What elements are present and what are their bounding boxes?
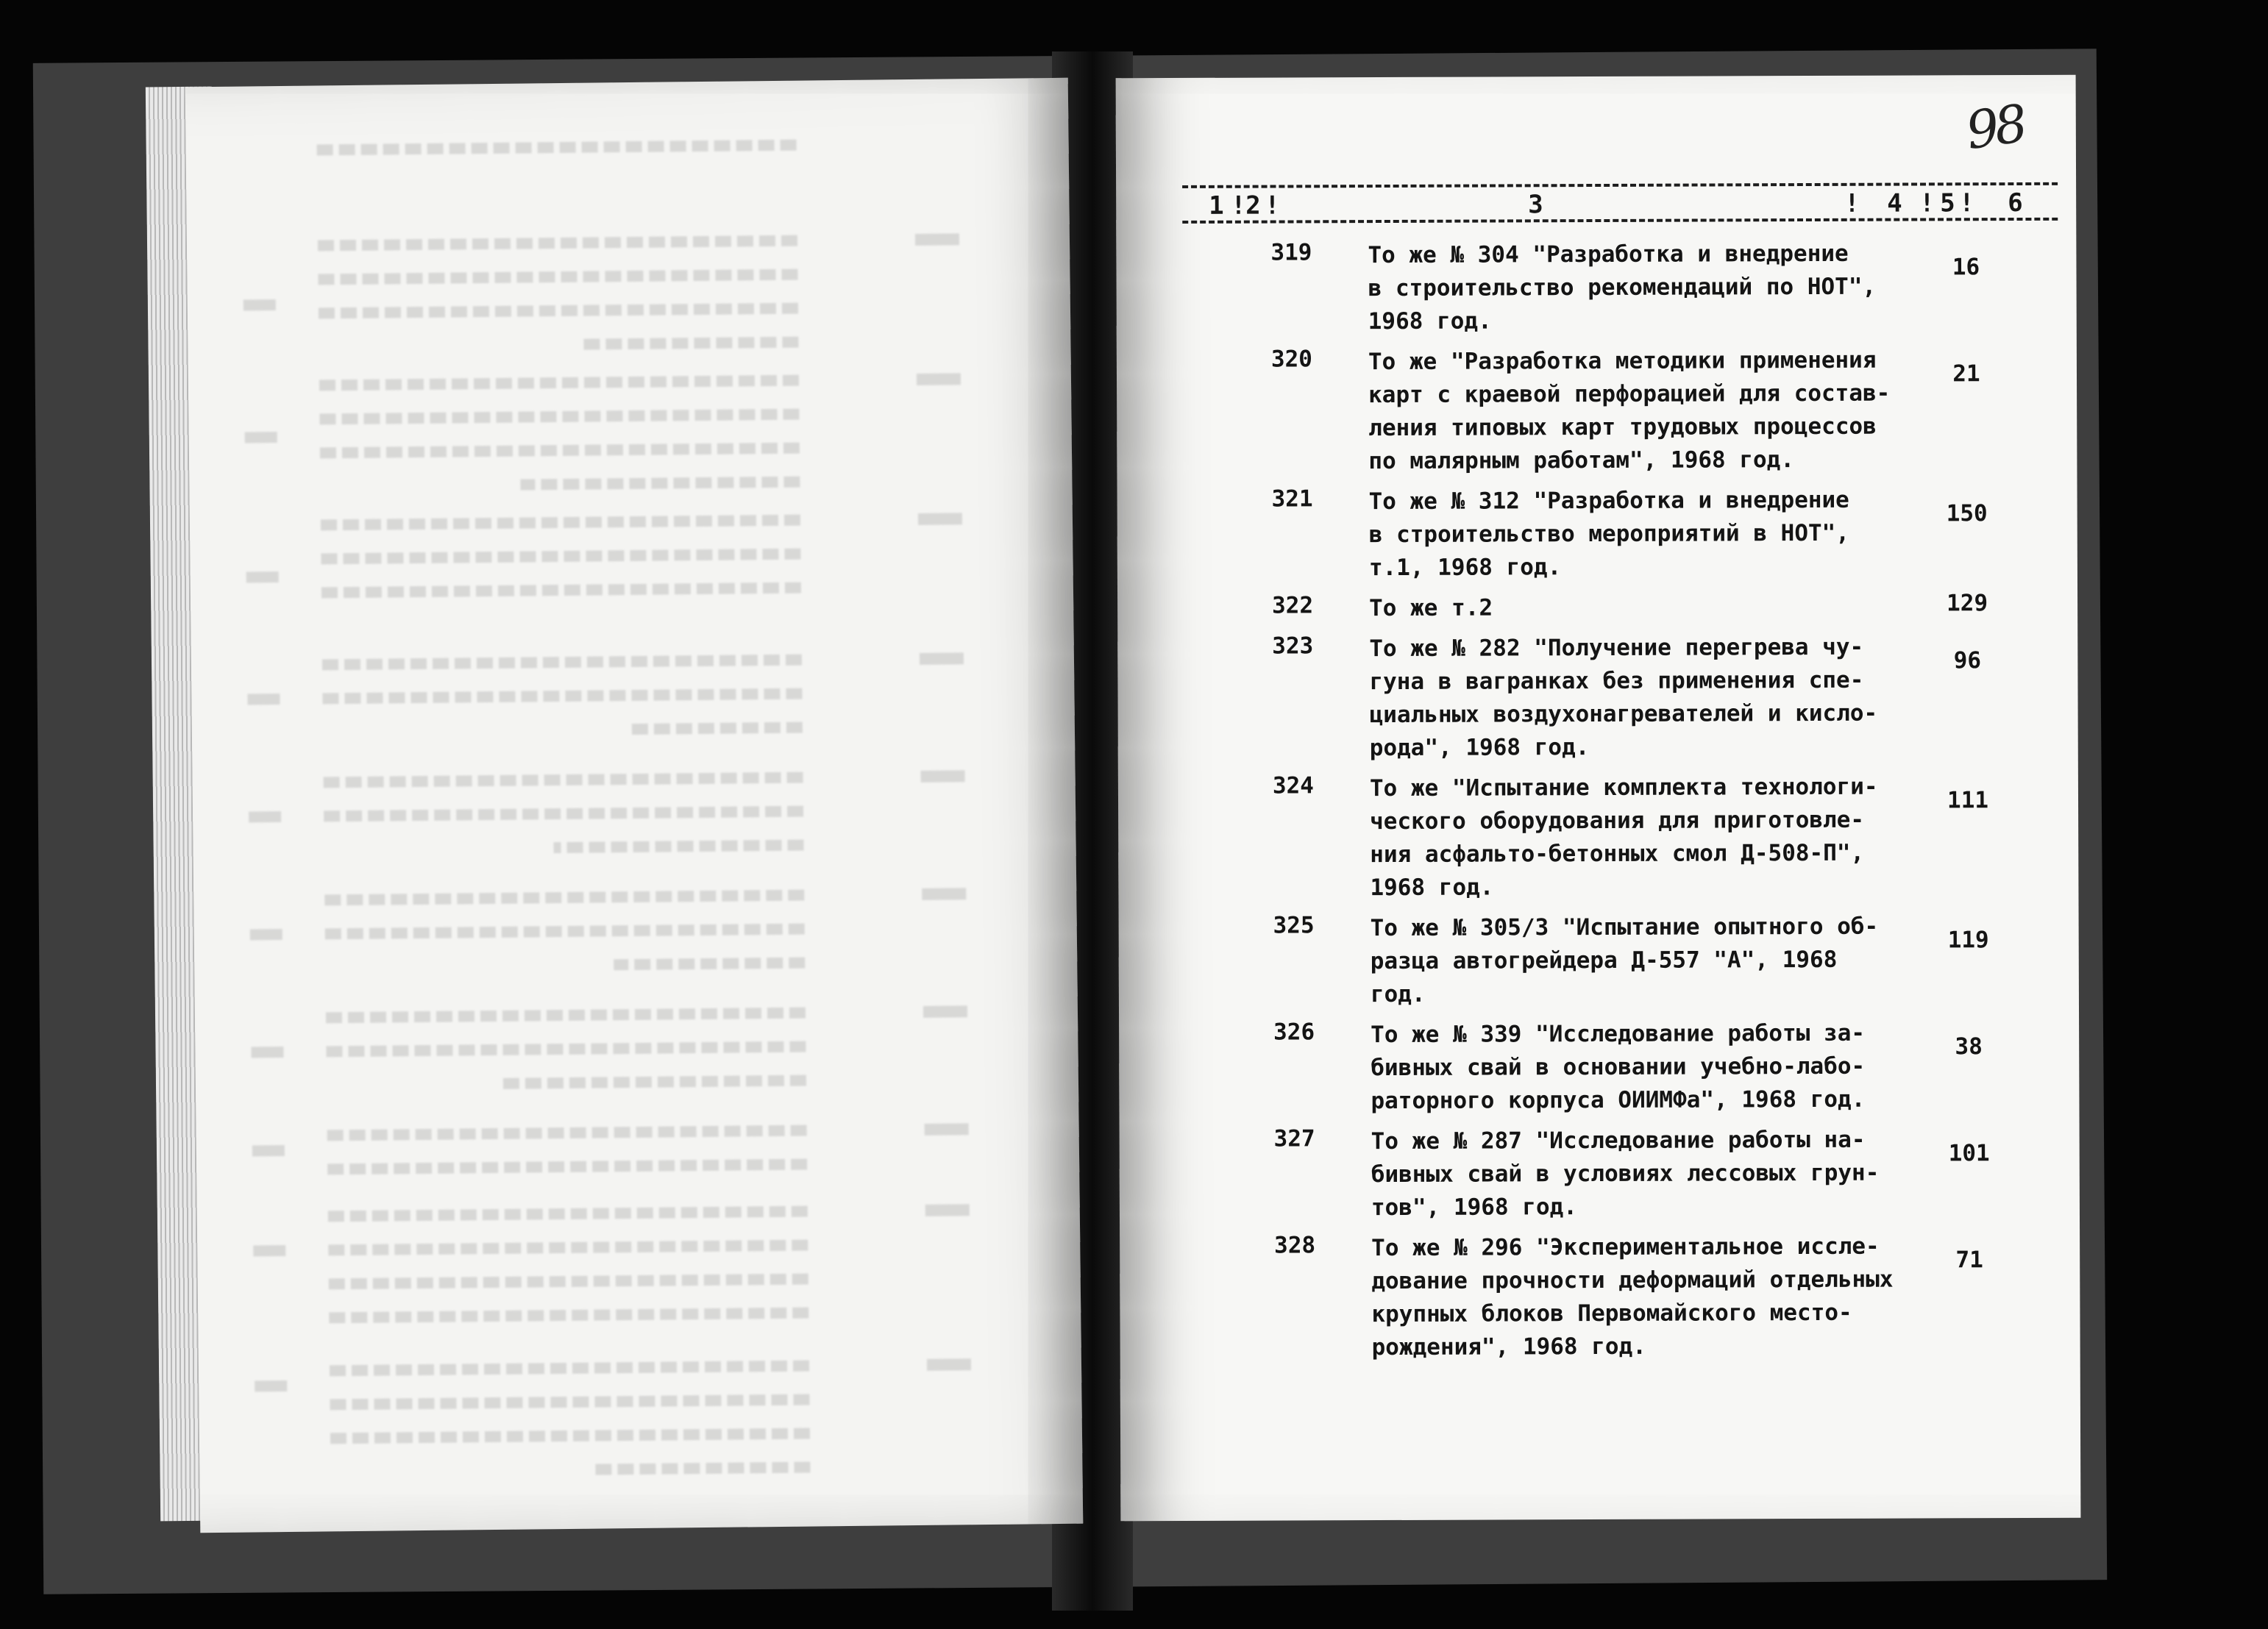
table-row [1184, 770, 2052, 902]
table-row [1183, 343, 2051, 475]
bleed-through-text [185, 78, 1084, 1533]
row-title [1371, 910, 1900, 1012]
table-row [1184, 483, 2052, 582]
right-page [1116, 75, 2081, 1522]
title-line: бивных свай в условиях лессовых грун- [1371, 1159, 1880, 1188]
column-header-2: 2 [1245, 190, 1261, 221]
row-title [1369, 484, 1899, 585]
title-line: То же № 296 "Экспериментальное иссле- [1371, 1233, 1880, 1262]
row-title [1371, 1017, 1900, 1119]
title-line: дование прочности деформаций отдельных [1371, 1266, 1894, 1295]
column-header-3: 3 [1528, 190, 1543, 220]
row-number: 319 [1270, 239, 1312, 266]
table-row [1182, 237, 2050, 335]
title-line: тов", 1968 год. [1371, 1194, 1577, 1222]
row-title [1369, 591, 1899, 626]
title-line: То же "Испытание комплекта технологи- [1369, 773, 1878, 802]
title-line: в строительство мероприятий в НОТ", [1368, 519, 1850, 549]
title-line: рода", 1968 год. [1369, 734, 1590, 762]
row-title [1368, 238, 1897, 339]
page-count: 119 [1947, 926, 1989, 953]
title-line: крупных блоков Первомайского место- [1371, 1299, 1852, 1328]
row-number: 321 [1271, 485, 1313, 513]
column-separator: ! [1265, 190, 1280, 221]
table-row [1185, 910, 2053, 1008]
title-line: бивных свай в основании учебно-лабо- [1371, 1052, 1866, 1082]
table-row [1186, 1230, 2054, 1361]
column-separator: ! [1919, 188, 1935, 218]
left-page [185, 78, 1084, 1533]
page-count: 101 [1948, 1139, 1990, 1166]
row-title [1368, 344, 1899, 479]
row-title [1371, 1230, 1902, 1365]
folio-number: 98 [1962, 93, 2027, 162]
title-line: То же № 339 "Исследование работы за- [1371, 1019, 1866, 1049]
title-line: ческого оборудования для приготовле- [1370, 806, 1865, 835]
row-number: 323 [1272, 632, 1314, 660]
title-line: То же № 287 "Исследование работы на- [1371, 1126, 1866, 1155]
column-separator: ! [1231, 190, 1246, 221]
column-separator: ! [1844, 188, 1860, 218]
row-number: 328 [1274, 1232, 1316, 1259]
page-count: 150 [1946, 499, 1988, 527]
table-row [1184, 630, 2052, 762]
title-line: циальных воздухонагревателей и кисло- [1369, 699, 1878, 729]
table-header [1182, 188, 2058, 221]
title-line: ния асфальто-бетонных смол Д-508-П", [1370, 839, 1865, 869]
page-count: 21 [1952, 360, 1980, 387]
page-count: 129 [1947, 590, 1988, 617]
page-count: 38 [1955, 1033, 1983, 1060]
header-rule-top [1182, 182, 2058, 188]
page-count: 16 [1952, 253, 1980, 280]
column-header-6: 6 [2008, 188, 2023, 218]
table-row [1184, 590, 2052, 622]
column-header-4: 4 [1887, 188, 1902, 218]
title-line: год. [1370, 980, 1426, 1008]
title-line: ления типовых карт трудовых процессов [1368, 413, 1877, 442]
title-line: То же № 282 "Получение перегрева чу- [1369, 633, 1864, 663]
page-count: 111 [1947, 786, 1989, 813]
title-line: раторного корпуса ОИИМФа", 1968 год. [1371, 1086, 1866, 1115]
title-line: карт с краевой перфорацией для состав- [1368, 379, 1891, 409]
table-row [1185, 1016, 2053, 1115]
title-line: То же т.2 [1369, 594, 1493, 622]
title-line: То же "Разработка методики применения [1368, 346, 1877, 376]
row-number: 320 [1270, 346, 1312, 373]
column-header-1: 1 [1209, 190, 1224, 221]
title-line: разца автогрейдера Д-557 "А", 1968 [1370, 946, 1838, 975]
row-number: 327 [1273, 1125, 1315, 1152]
table-row [1186, 1123, 2054, 1222]
title-line: по малярным работам", 1968 год. [1368, 446, 1795, 475]
column-header-5: 5 [1940, 188, 1955, 218]
row-number: 325 [1273, 912, 1315, 939]
title-line: То же № 312 "Разработка и внедрение [1368, 486, 1849, 516]
page-count: 71 [1955, 1246, 1983, 1273]
row-title [1371, 1124, 1901, 1225]
title-line: гуна в вагранках без применения спе- [1369, 666, 1864, 696]
row-number: 326 [1273, 1019, 1315, 1046]
row-title [1370, 771, 1900, 905]
title-line: 1968 год. [1368, 307, 1492, 335]
title-line: 1968 год. [1370, 874, 1494, 902]
title-line: т.1, 1968 год. [1368, 554, 1562, 582]
row-title [1369, 631, 1899, 766]
row-number: 324 [1272, 772, 1315, 799]
column-separator: ! [1959, 188, 1974, 218]
row-number: 322 [1272, 592, 1314, 619]
page-count: 96 [1953, 646, 1982, 674]
title-line: рождения", 1968 год. [1371, 1333, 1646, 1361]
title-line: в строительство рекомендаций по НОТ", [1368, 273, 1877, 302]
title-line: То же № 304 "Разработка и внедрение [1368, 240, 1849, 269]
title-line: То же № 305/3 "Испытание опытного об- [1370, 913, 1879, 942]
